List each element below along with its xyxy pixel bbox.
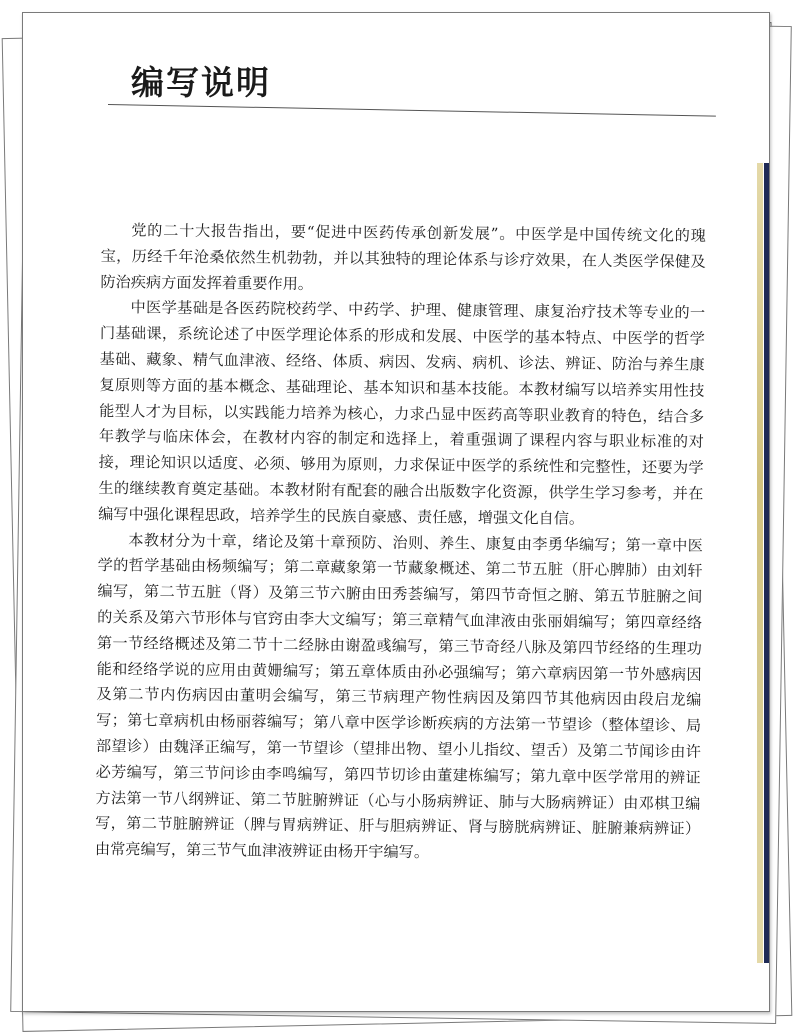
paragraph-3: 本教材分为十章，绪论及第十章预防、治则、养生、康复由李勇华编写；第一章中医学的哲学基础由杨频编写；第二章藏象第一节藏象概述、第二节五脏（肝心脾肺）由刘轩编写，第二节五脏（肾）及第三节六腑由田秀荟编写，第四节奇恒之腑、第五节脏腑之间的关系及第六节形体与官窍由李大文编写；第三章精气血津液由张丽娟编写；第四章经络第一节经络概述及第二节十二经脉由谢盈彧编写，第三节奇经八脉及第四节经络的生理功能和经络学说的应用由黄姗编写；第五章体质由孙必强编写；第六章病因第一节外感病因及第二节内伤病因由董明会编写，第三节病理产物性病因及第四节其他病因由段启龙编写；第七章病机由杨丽蓉编写；第八章中医学诊断疾病的方法第一节望诊（整体望诊、局部望诊）由魏泽正编写，第一节望诊（望排出物、望小儿指纹、望舌）及第二节闻诊由许必芳编写，第三节问诊由李鸣编写，第四节切诊由董建栋编写；第九章中医学常用的辨证方法第一节八纲辨证、第二节脏腑辨证（心与小肠病辨证、肺与大肠病辨证）由邓棋卫编写，第二节脏腑辨证（脾与胃病辨证、肝与胆病辨证、肾与膀胱病辨证、脏腑兼病辨证）由常亮编写，第三节气血津液辨证由杨开宇编写。 — [94, 530, 703, 862]
body-text — [95, 218, 706, 869]
paragraph-2: 中医学基础是各医药院校药学、中药学、护理、健康管理、康复治疗技术等专业的一门基础课，系统论述了中医学理论体系的形成和发展、中医学的基本特点、中医学的哲学基础、藏象、精气血津液、经络、体质、病因、发病、病机、诊法、辨证、防治与养生康复原则等方面的基本概念、基础理论、基本知识和基本技能。本教材编写以培养实用性技能型人才为目标，以实践能力培养为核心，力求凸显中医药高等职业教育的特色，结合多年教学与临床体会，在教材内容的制定和选择上，着重强调了课程内容与职业标准的对接，理论知识以适度、必须、够用为原则，力求保证中医学的系统性和完整性，还要为学生的继续教育奠定基础。本教材附有配套的融合出版数字化资源，供学生学习参考，并在编写中强化课程思政，培养学生的民族自豪感、责任感，增强文化自信。 — [98, 298, 706, 528]
page-title: 编写说明 — [131, 63, 271, 102]
paragraph-1: 党的二十大报告指出，要“促进中医药传承创新发展”。中医学是中国传统文化的瑰宝，历经千年沧桑依然生机勃勃，并以其独特的理论体系与诊疗效果，在人类医学保健及防治疾病方面发挥着重要作用。 — [100, 221, 706, 293]
document-page — [22, 12, 770, 1012]
page-edge-strip — [757, 163, 763, 963]
title-divider — [108, 104, 716, 117]
cover-edge-strip — [764, 163, 769, 963]
